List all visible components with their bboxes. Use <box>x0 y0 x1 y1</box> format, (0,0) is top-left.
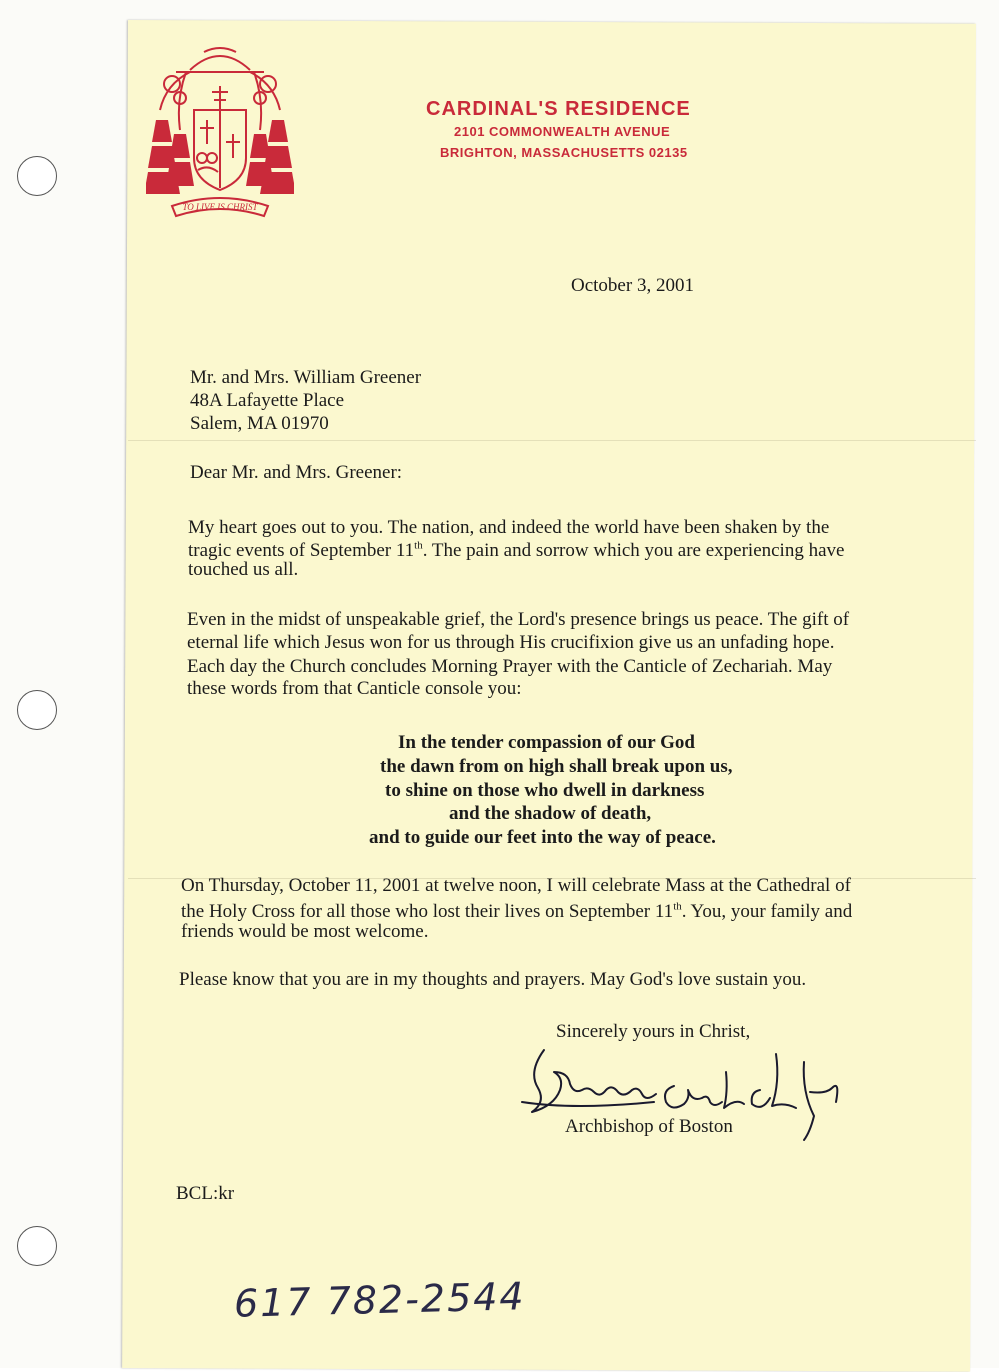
paragraph-line: these words from that Canticle console you: <box>187 678 522 699</box>
paragraph-line: eternal life which Jesus won for us through His crucifixion give us an unfading hope. <box>187 632 835 653</box>
quote-line: to shine on those who dwell in darkness <box>385 780 705 801</box>
paragraph-line: the Holy Cross for all those who lost their lives on September 11th. You, your family and <box>181 900 853 922</box>
paragraph-4: Please know that you are in my thoughts and prayers. May God's love sustain you. <box>179 969 807 990</box>
closing: Sincerely yours in Christ, <box>556 1021 751 1042</box>
punch-hole-middle <box>17 690 57 730</box>
recipient-name: Mr. and Mrs. William Greener <box>190 367 422 388</box>
quote-line: and to guide our feet into the way of peace. <box>369 827 716 848</box>
letter-date: October 3, 2001 <box>571 275 694 296</box>
paragraph-line: My heart goes out to you. The nation, and indeed the world have been shaken by the <box>188 517 830 538</box>
punch-hole-bottom <box>17 1226 57 1266</box>
quote-line: In the tender compassion of our God <box>398 732 695 753</box>
paragraph-line: Each day the Church concludes Morning Prayer with the Canticle of Zechariah. May <box>187 656 833 677</box>
letterhead-title: CARDINAL'S RESIDENCE <box>426 98 691 120</box>
letterhead-address-line1: 2101 COMMONWEALTH AVENUE <box>454 124 671 139</box>
recipient-city: Salem, MA 01970 <box>190 413 329 434</box>
handwritten-phone-number: 617 782-2544 <box>233 1274 527 1326</box>
reference-initials: BCL:kr <box>176 1183 235 1204</box>
paragraph-line: On Thursday, October 11, 2001 at twelve noon, I will celebrate Mass at the Cathedral of <box>181 875 851 896</box>
punch-hole-top <box>17 156 57 196</box>
paragraph-line: friends would be most welcome. <box>181 921 429 942</box>
quote-line: the dawn from on high shall break upon us, <box>380 756 733 777</box>
signatory-title: Archbishop of Boston <box>565 1116 733 1137</box>
paragraph-line: touched us all. <box>188 559 299 580</box>
paragraph-line: Even in the midst of unspeakable grief, the Lord's presence brings us peace. The gift of <box>187 609 850 630</box>
quote-line: and the shadow of death, <box>449 803 652 824</box>
salutation: Dear Mr. and Mrs. Greener: <box>190 462 403 483</box>
paper-fold-line <box>128 440 976 441</box>
cardinal-coat-of-arms-crest <box>146 40 294 226</box>
recipient-street: 48A Lafayette Place <box>190 390 345 411</box>
svg-text:TO LIVE IS CHRIST: TO LIVE IS CHRIST <box>182 202 258 212</box>
letterhead-address-line2: BRIGHTON, MASSACHUSETTS 02135 <box>440 145 688 160</box>
paragraph-line: tragic events of September 11th. The pain and sorrow which you are experiencing have <box>188 539 845 561</box>
